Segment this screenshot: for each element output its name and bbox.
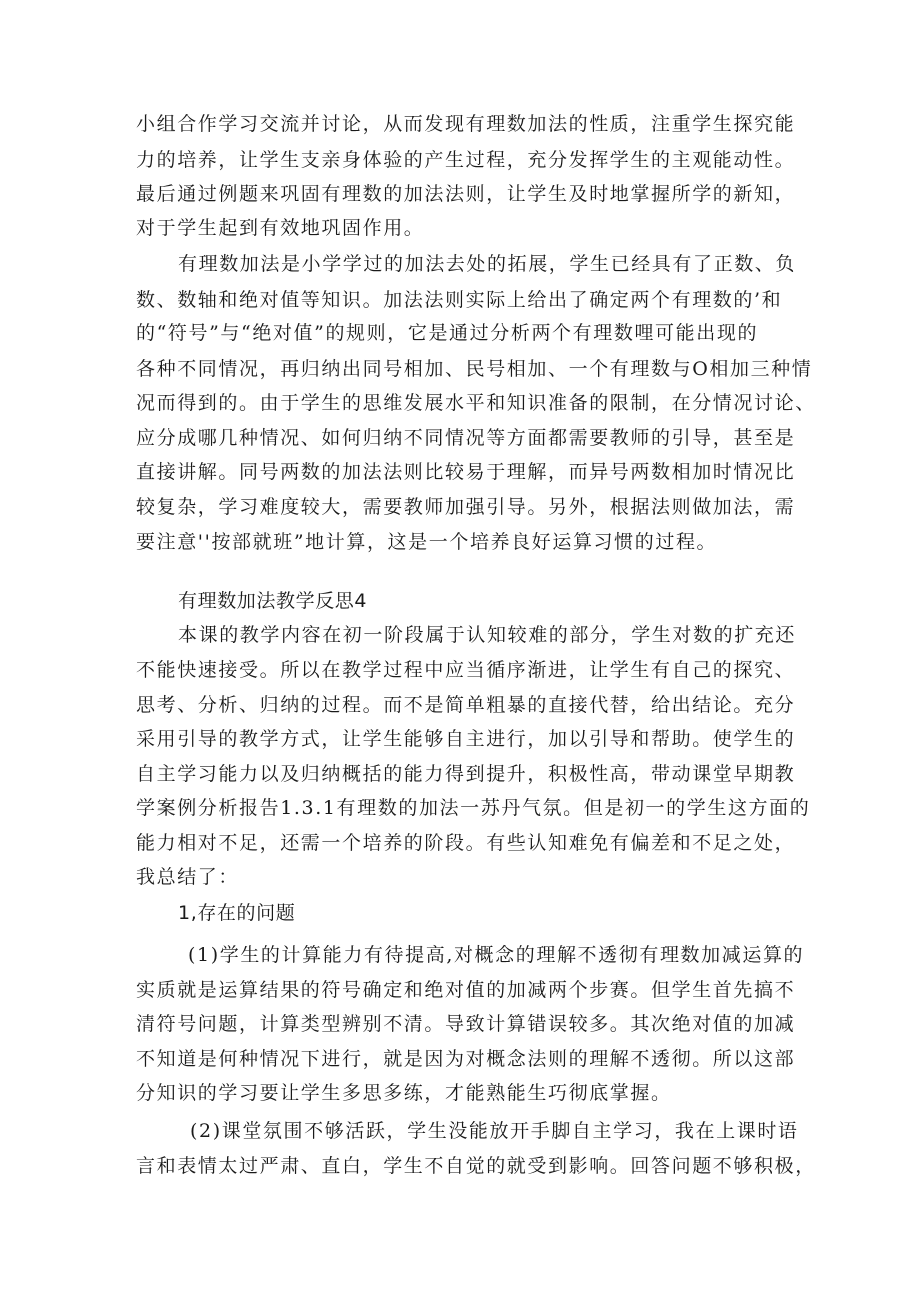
paragraph-line: 数、数轴和绝对值等知识。加法法则实际上给出了确定两个有理数的’和: [136, 289, 783, 311]
paragraph-line: 言和表情太过严肃、直白，学生不自觉的就受到影响。回答问题不够积极，: [136, 1155, 816, 1177]
paragraph-line: 应分成哪几种情况、如何归纳不同情况等方面都需要教师的引导，甚至是: [136, 427, 796, 449]
paragraph-line: 有理数加法是小学学过的加法去处的拓展，学生已经具有了正数、负: [178, 253, 797, 275]
paragraph-line: 要注意''按部就班”地计算，这是一个培养良好运算习惯的过程。: [136, 531, 718, 553]
paragraph-line: 较复杂，学习难度较大，需要教师加强引导。另外，根据法则做加法，需: [136, 496, 796, 518]
paragraph-line: 分知识的学习要让学生多思多练，才能熟能生巧彻底掌握。: [136, 1082, 672, 1104]
paragraph-line: 小组合作学习交流并讨论，从而发现有理数加法的性质，注重学生探究能: [136, 113, 796, 135]
paragraph-line: 能力相对不足，还需一个培养的阶段。有些认知难免有偏差和不足之处，: [136, 832, 796, 854]
paragraph-line: (1)学生的计算能力有待提高,对概念的理解不透彻有理数加减运算的: [188, 944, 805, 966]
paragraph-line: 思考、分析、归纳的过程。而不是简单粗暴的直接代替，给出结论。充分: [136, 694, 796, 716]
paragraph-line: 采用引导的教学方式，让学生能够自主进行，加以引导和帮助。使学生的: [136, 728, 796, 750]
paragraph-line: 况而得到的。由于学生的思维发展水平和知识准备的限制，在分情况讨论、: [136, 392, 816, 414]
paragraph-line: 最后通过例题来巩固有理数的加法法则，让学生及时地掌握所学的新知，: [136, 183, 796, 205]
paragraph-line: 学案例分析报告1.3.1有理数的加法一苏丹气氛。但是初一的学生这方面的: [136, 797, 811, 819]
paragraph-line: 自主学习能力以及归纳概括的能力得到提升，积极性高，带动课堂早期教: [136, 763, 796, 785]
paragraph-line: 各种不同情况，再归纳出同号相加、民号相加、一个有理数与O相加三种情: [136, 358, 813, 380]
section-title: 有理数加法教学反思4: [178, 590, 368, 612]
paragraph-line: 对于学生起到有效地巩固作用。: [136, 217, 425, 239]
paragraph-line: 力的培养，让学生支亲身体验的产生过程，充分发挥学生的主观能动性。: [136, 149, 796, 171]
paragraph-line: 不能快速接受。所以在教学过程中应当循序渐进，让学生有自己的探究、: [136, 659, 796, 681]
paragraph-line: (2)课堂氛围不够活跃，学生没能放开手脚自主学习，我在上课时语: [190, 1120, 799, 1142]
paragraph-line: 实质就是运算结果的符号确定和绝对值的加减两个步赛。但学生首先搞不: [136, 979, 796, 1001]
paragraph-line: 的“符号”与“绝对值”的规则，它是通过分析两个有理数哩可能出现的: [136, 322, 759, 344]
paragraph-line: 我总结了：: [136, 866, 240, 888]
subheading: 1,存在的问题: [178, 902, 296, 924]
paragraph-line: 清符号问题，计算类型辨别不清。导致计算错误较多。其次绝对值的加减: [136, 1013, 796, 1035]
paragraph-line: 直接讲解。同号两数的加法法则比较易于理解，而异号两数相加时情况比: [136, 461, 796, 483]
paragraph-line: 本课的教学内容在初一阶段属于认知较难的部分，学生对数的扩充还: [178, 624, 797, 646]
paragraph-line: 不知道是何种情况下进行，就是因为对概念法则的理解不透彻。所以这部: [136, 1048, 796, 1070]
